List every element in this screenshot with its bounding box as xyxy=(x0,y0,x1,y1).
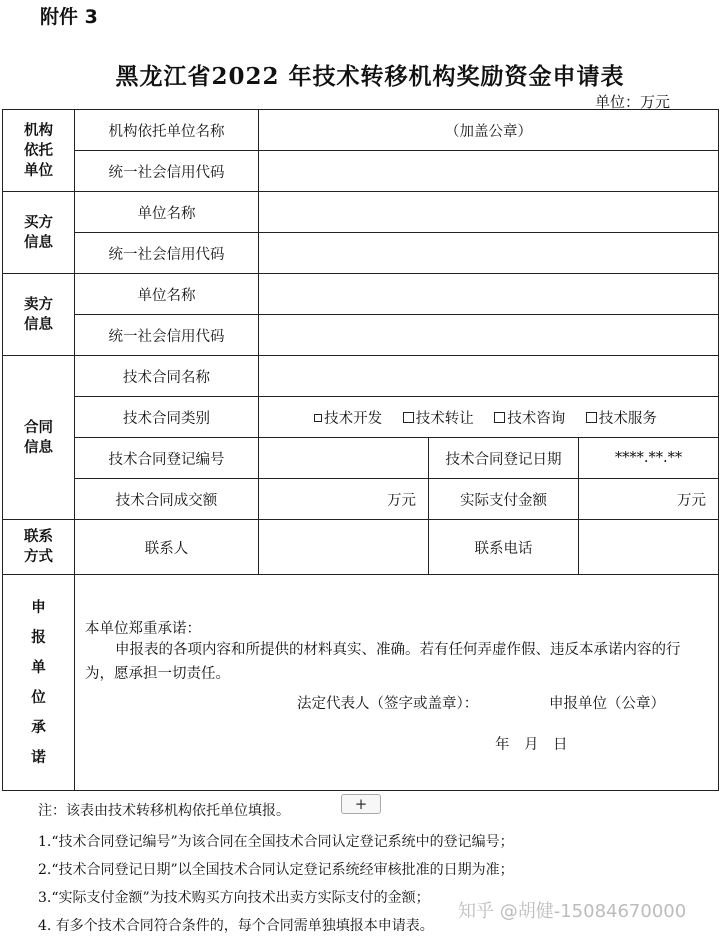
seller-name-field[interactable] xyxy=(259,274,719,315)
org-name-field[interactable] xyxy=(259,110,719,151)
note-item: 4. 有多个技术合同符合条件的，每个合同需单独填报本申请表。 xyxy=(38,918,434,934)
seller-section-label: 卖方信息 xyxy=(3,274,75,356)
contract-section-label: 合同信息 xyxy=(3,356,75,520)
contract-name-field[interactable] xyxy=(259,356,719,397)
form-title: 黑龙江省2022 年技术转移机构奖励资金申请表 xyxy=(115,63,625,90)
note-item: 2.“技术合同登记日期”以全国技术合同认定登记系统经审核批准的日期为准； xyxy=(38,862,514,878)
contact-phone-field[interactable] xyxy=(579,520,719,575)
checkbox-icon[interactable] xyxy=(494,412,505,423)
buyer-section-label: 买方信息 xyxy=(3,192,75,274)
application-form-table xyxy=(2,109,719,791)
promise-box xyxy=(75,575,719,791)
contract-type-options xyxy=(259,397,719,438)
seller-name-label: 单位名称 xyxy=(75,274,259,315)
org-name-label: 机构依托单位名称 xyxy=(75,110,259,151)
promise-date[interactable]: 年 月 日 xyxy=(495,737,568,753)
watermark: 知乎 @胡健-15084670000 xyxy=(458,901,687,922)
checkbox-icon[interactable] xyxy=(586,412,597,423)
option-development[interactable]: 技术开发 xyxy=(314,411,382,427)
seller-credit-label: 统一社会信用代码 xyxy=(75,315,259,356)
attachment-label: 附件 3 xyxy=(40,6,98,28)
buyer-name-field[interactable] xyxy=(259,192,719,233)
legal-rep-signature[interactable]: 法定代表人（签字或盖章）： xyxy=(297,696,479,712)
option-transfer[interactable]: 技术转让 xyxy=(393,411,474,427)
note-item: 3.“实际支付金额”为技术购买方向技术出卖方实际支付的金额； xyxy=(38,890,430,906)
contract-reg-no-field[interactable] xyxy=(259,438,429,479)
option-service[interactable]: 技术服务 xyxy=(576,411,657,427)
contract-reg-date-field[interactable]: ****.**.** xyxy=(579,438,719,479)
contract-reg-date-label: 技术合同登记日期 xyxy=(429,438,579,479)
unit-label: 单位：万元 xyxy=(594,93,670,111)
org-credit-field[interactable] xyxy=(259,151,719,192)
contact-section-label: 联系方式 xyxy=(3,520,75,575)
option-consulting[interactable]: 技术咨询 xyxy=(484,411,565,427)
contract-paid-amount-label: 实际支付金额 xyxy=(429,479,579,520)
contract-paid-amount-field[interactable]: 万元 xyxy=(579,479,719,520)
contact-person-label: 联系人 xyxy=(75,520,259,575)
checkbox-icon[interactable] xyxy=(314,414,322,422)
contract-deal-amount-label: 技术合同成交额 xyxy=(75,479,259,520)
org-credit-label: 统一社会信用代码 xyxy=(75,151,259,192)
checkbox-icon[interactable] xyxy=(403,412,414,423)
promise-body: 申报表的各项内容和所提供的材料真实、准确。若有任何弄虚作假、违反本承诺内容的行为，愿承担一切责任。 xyxy=(85,642,681,682)
contact-phone-label: 联系电话 xyxy=(429,520,579,575)
expand-button[interactable]: + xyxy=(341,794,381,814)
buyer-credit-label: 统一社会信用代码 xyxy=(75,233,259,274)
contract-deal-amount-field[interactable]: 万元 xyxy=(259,479,429,520)
applicant-stamp[interactable]: 申报单位（公章） xyxy=(549,696,665,712)
contact-person-field[interactable] xyxy=(259,520,429,575)
contract-type-label: 技术合同类别 xyxy=(75,397,259,438)
contract-reg-no-label: 技术合同登记编号 xyxy=(75,438,259,479)
seller-credit-field[interactable] xyxy=(259,315,719,356)
org-section-label: 机构依托单位 xyxy=(3,110,75,192)
buyer-name-label: 单位名称 xyxy=(75,192,259,233)
note-item: 1.“技术合同登记编号”为该合同在全国技术合同认定登记系统中的登记编号； xyxy=(38,834,514,850)
buyer-credit-field[interactable] xyxy=(259,233,719,274)
note-header: 注：该表由技术转移机构依托单位填报。 xyxy=(38,803,290,819)
stamp-hint: （加盖公章） xyxy=(445,123,532,140)
promise-intro: 本单位郑重承诺： xyxy=(85,621,201,637)
promise-section-label: 申报单位承诺 xyxy=(3,575,75,791)
contract-name-label: 技术合同名称 xyxy=(75,356,259,397)
